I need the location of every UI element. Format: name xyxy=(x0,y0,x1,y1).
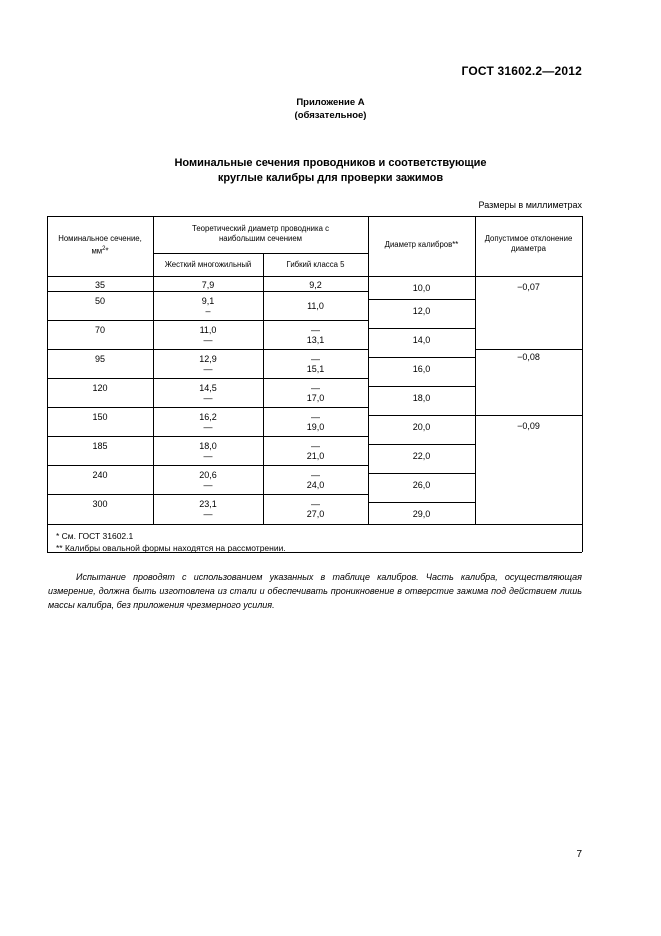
cell-gauge: 26,0 xyxy=(412,480,431,490)
cell-section: 70 xyxy=(94,325,105,335)
cell-rigid: 18,0 — xyxy=(199,441,217,461)
cell-rigid: 14,5 — xyxy=(199,383,217,403)
cell-flexible: — 17,0 xyxy=(306,383,325,403)
cell-tolerance: −0,09 xyxy=(517,421,540,431)
cell-gauge: 10,0 xyxy=(412,283,431,293)
cell-flexible: 9,2 xyxy=(309,280,322,290)
cell-rigid: 11,0 — xyxy=(199,325,217,345)
cell-gauge: 18,0 xyxy=(412,393,431,403)
cell-tolerance: −0,07 xyxy=(517,282,540,292)
cell-section: 50 xyxy=(94,296,105,306)
cell-gauge: 14,0 xyxy=(412,335,431,345)
header-theoretical-diameter: Теоретический диаметр проводника с наибольшим сечением xyxy=(192,224,329,243)
cell-tolerance: −0,08 xyxy=(517,352,540,362)
cell-flexible: 11,0 xyxy=(307,301,324,311)
cell-gauge: 16,0 xyxy=(412,364,431,374)
cell-flexible: — 27,0 xyxy=(306,499,325,519)
header-rigid: Жесткий многожильный xyxy=(164,260,252,269)
footnote-1: * См. ГОСТ 31602.1 xyxy=(56,531,134,541)
cell-rigid: 7,9 xyxy=(201,280,215,290)
cell-section: 240 xyxy=(92,470,108,480)
cell-section: 185 xyxy=(92,441,108,451)
cell-gauge: 22,0 xyxy=(412,451,431,461)
page-number: 7 xyxy=(576,849,582,860)
header-flexible: Гибкий класса 5 xyxy=(286,260,345,269)
cell-gauge: 20,0 xyxy=(412,422,431,432)
header-nominal-section: Номинальное сечение, $мм^2*$ xyxy=(58,234,142,256)
cell-gauge: 12,0 xyxy=(412,306,431,316)
units-note: Размеры в миллиметрах xyxy=(478,200,582,210)
body-paragraph: Испытание проводят с использованием указанных в таблице калибров. Часть калибра, осуществляющая измерение, должна быть изготовлена из стали и обеспечивать проникновение в отверстие зажима под действием лишь массы калибра, без приложения чрезмерного усилия. xyxy=(48,572,582,610)
cell-rigid: 20,6 — xyxy=(199,470,217,490)
cell-section: 150 xyxy=(92,412,108,422)
cell-rigid: 12,9 — xyxy=(199,354,217,374)
document-code: ГОСТ 31602.2—2012 xyxy=(461,64,582,78)
cell-section: 300 xyxy=(92,499,108,509)
footnote-2: ** Калибры овальной формы находятся на рассмотрении. xyxy=(56,543,286,553)
cell-section: 35 xyxy=(94,280,105,290)
annex-heading xyxy=(0,96,661,122)
cell-flexible: — 21,0 xyxy=(306,441,325,461)
cell-flexible: — 13,1 xyxy=(306,325,325,345)
header-tolerance: Допустимое отклонение диаметра xyxy=(484,234,573,253)
table-title-line1: Номинальные сечения проводников и соответствующие xyxy=(174,157,487,169)
table-title-line2: круглые калибры для проверки зажимов xyxy=(217,172,444,184)
cell-flexible: — 19,0 xyxy=(306,412,325,432)
cell-section: 120 xyxy=(92,383,108,393)
cell-rigid: 9,1 – xyxy=(201,296,215,316)
annex-title: Приложение А xyxy=(296,97,365,108)
cell-rigid: 16,2 — xyxy=(199,412,217,432)
table-footnotes xyxy=(56,530,286,554)
cell-flexible: — 24,0 xyxy=(306,470,325,490)
cell-rigid: 23,1 — xyxy=(199,499,217,519)
cell-section: 95 xyxy=(94,354,105,364)
header-gauge-diameter: Диаметр калибров** xyxy=(384,240,459,249)
cell-flexible: — 15,1 xyxy=(306,354,325,374)
table-title xyxy=(0,156,661,186)
annex-status: (обязательное) xyxy=(294,110,367,121)
cell-gauge: 29,0 xyxy=(412,509,431,519)
